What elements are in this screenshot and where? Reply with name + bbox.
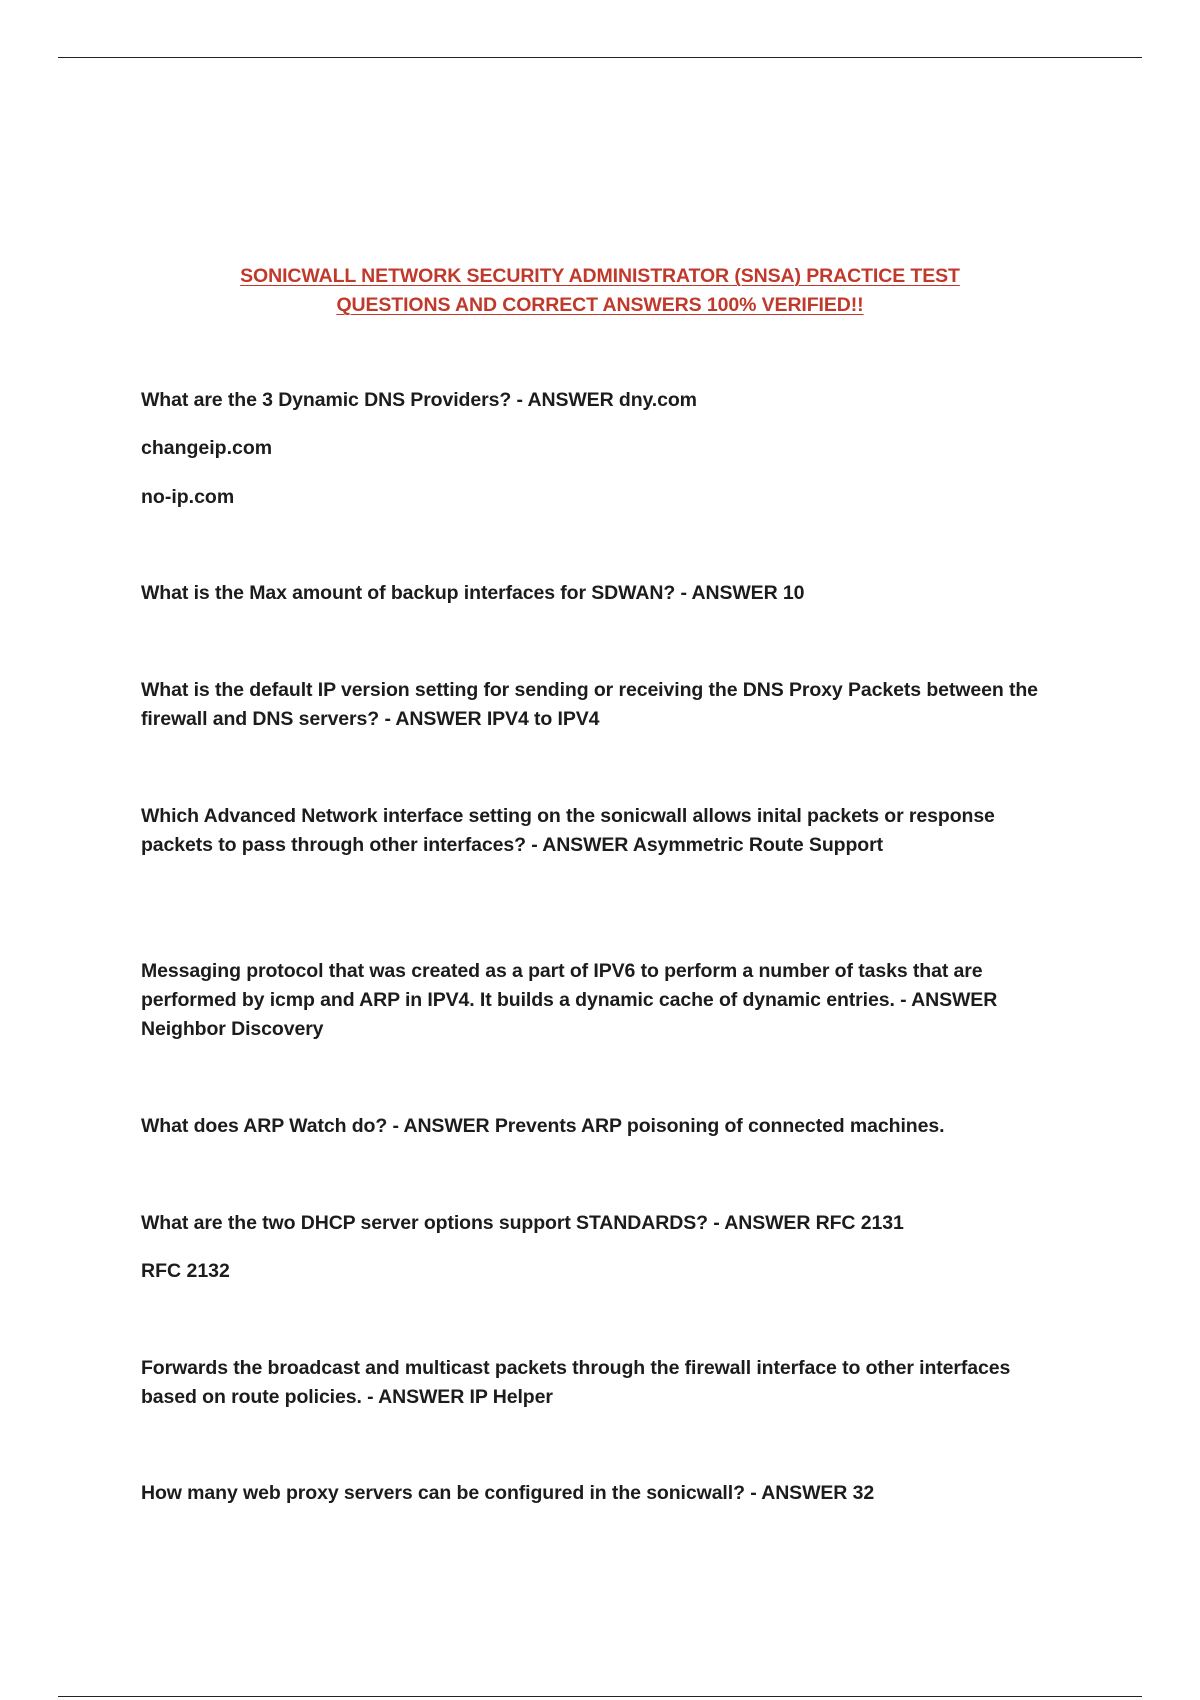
qa-item-1 [141, 386, 1071, 415]
answer-7-extra-1: RFC 2132 [141, 1260, 230, 1282]
answer-marker-4: - ANSWER [531, 834, 629, 856]
answer-3: IPV4 to IPV4 [486, 708, 600, 730]
answer-marker-9: - ANSWER [750, 1482, 848, 1504]
answer-5: Neighbor Discovery [141, 1018, 324, 1040]
qa-item-5 [141, 957, 1076, 1044]
qa-item-4 [141, 802, 1071, 860]
answer-marker-1: - ANSWER [516, 389, 614, 411]
question-7: What are the two DHCP server options support STANDARDS? [141, 1212, 708, 1234]
answer-marker-6: - ANSWER [392, 1115, 490, 1137]
answer-2: 10 [782, 582, 805, 604]
answer-8: IP Helper [469, 1386, 553, 1408]
question-6: What does ARP Watch do? [141, 1115, 388, 1137]
answer-6: Prevents ARP poisoning of connected machines. [494, 1115, 945, 1137]
qa-item-9 [141, 1479, 1071, 1508]
answer-1-extra-1: changeip.com [141, 437, 273, 459]
answer-1-extra-2: no-ip.com [141, 486, 235, 508]
question-4: Which Advanced Network interface setting on the sonicwall allows inital packets or response packets to pass through other interfaces? [141, 805, 995, 856]
top-rule [58, 57, 1142, 58]
answer-marker-7: - ANSWER [713, 1212, 811, 1234]
document-title-line-2: QUESTIONS AND CORRECT ANSWERS 100% VERIFIED!! [336, 294, 864, 316]
question-1: What are the 3 Dynamic DNS Providers? [141, 389, 512, 411]
qa-item-6 [141, 1112, 1071, 1141]
answer-marker-8: - ANSWER [367, 1386, 465, 1408]
qa-item-7 [141, 1209, 1071, 1238]
question-3: What is the default IP version setting for sending or receiving the DNS Proxy Packets between the firewall and DNS servers? [141, 679, 1038, 730]
question-9: How many web proxy servers can be configured in the sonicwall? [141, 1482, 745, 1504]
question-5: Messaging protocol that was created as a part of IPV6 to perform a number of tasks that are performed by icmp and ARP in IPV4. It builds a dynamic cache of dynamic entries. [141, 960, 983, 1011]
qa-item-8 [141, 1354, 1071, 1412]
question-2: What is the Max amount of backup interfaces for SDWAN? [141, 582, 676, 604]
answer-7: RFC 2131 [815, 1212, 904, 1234]
answer-marker-3: - ANSWER [384, 708, 482, 730]
bottom-rule [58, 1696, 1142, 1697]
question-8: Forwards the broadcast and multicast packets through the firewall interface to other interfaces based on route policies. [141, 1357, 1011, 1408]
qa-item-2 [141, 579, 1071, 608]
answer-9: 32 [852, 1482, 875, 1504]
answer-4: Asymmetric Route Support [632, 834, 883, 856]
answer-marker-5: - ANSWER [900, 989, 998, 1011]
answer-1: dny.com [618, 389, 697, 411]
document-title-line-1: SONICWALL NETWORK SECURITY ADMINISTRATOR (SNSA) PRACTICE TEST [240, 265, 960, 287]
qa-item-3 [141, 676, 1071, 734]
document-title [140, 262, 1060, 320]
answer-marker-2: - ANSWER [680, 582, 778, 604]
